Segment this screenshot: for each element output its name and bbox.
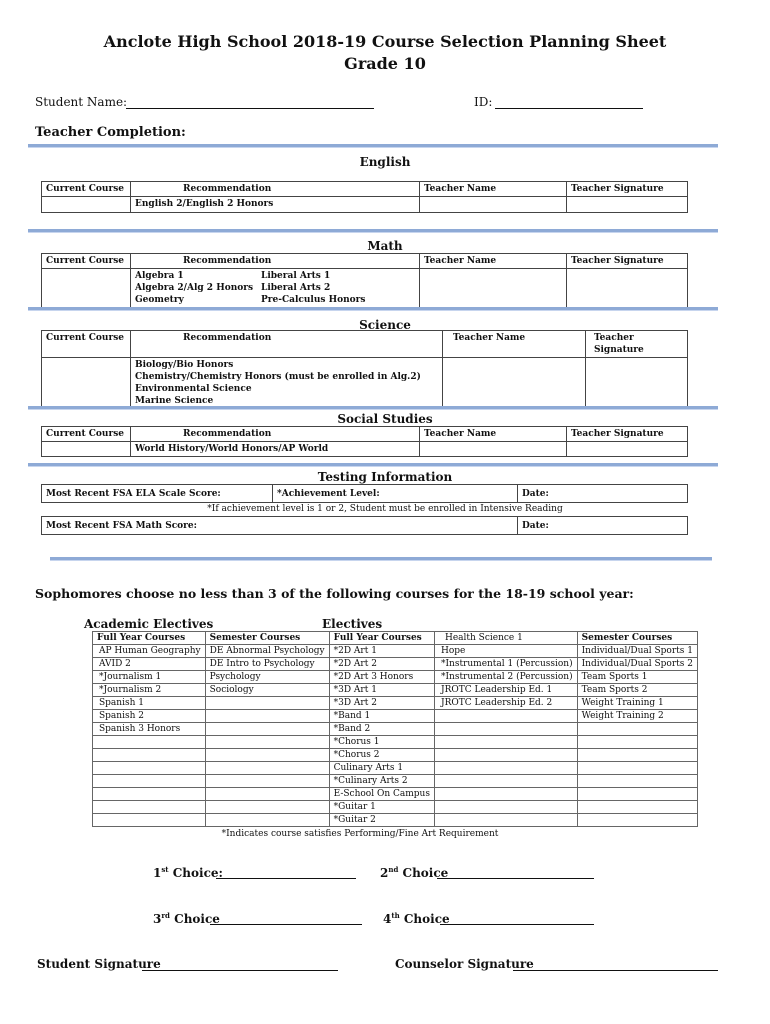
fsa-ela-label: Most Recent FSA ELA Scale Score: — [42, 485, 273, 503]
table-row — [93, 645, 698, 658]
current-course-cell[interactable] — [42, 197, 131, 213]
table-row — [93, 814, 698, 827]
elective-cell — [577, 723, 697, 736]
col-current-course: Current Course — [42, 331, 131, 358]
teacher-name-cell[interactable] — [420, 269, 567, 308]
elective-cell — [93, 801, 206, 814]
teacher-name-cell[interactable] — [443, 358, 586, 409]
table-row — [93, 762, 698, 775]
choice-number: 4 — [383, 912, 392, 926]
elective-cell: *Guitar 2 — [329, 814, 434, 827]
current-course-cell[interactable] — [42, 269, 131, 308]
elective-cell: Culinary Arts 1 — [329, 762, 434, 775]
col-teacher-signature: Teacher Signature — [586, 331, 688, 358]
elective-cell: AP Human Geography — [93, 645, 206, 658]
teacher-signature-cell[interactable] — [586, 358, 688, 409]
col-teacher-name: Teacher Name — [420, 427, 567, 442]
elective-cell: *3D Art 2 — [329, 697, 434, 710]
math-option: Liberal Arts 1 — [261, 271, 331, 281]
elective-cell — [205, 814, 329, 827]
choice-label: Choice — [402, 866, 449, 880]
elective-cell — [434, 814, 577, 827]
elective-cell: Hope — [434, 645, 577, 658]
elective-cell: Spanish 1 — [93, 697, 206, 710]
table-row — [93, 775, 698, 788]
col-teacher-signature: Teacher Signature — [567, 182, 688, 197]
elective-cell — [577, 749, 697, 762]
counselor-signature-field[interactable] — [513, 970, 718, 971]
electives-table — [92, 631, 698, 827]
elective-cell: *2D Art 3 Honors — [329, 671, 434, 684]
elective-cell — [93, 749, 206, 762]
science-option: Environmental Science — [135, 384, 252, 394]
elective-cell — [205, 710, 329, 723]
fsa-math-table — [41, 516, 688, 535]
fine-art-footnote: *Indicates course satisfies Performing/Fine Art Requirement — [221, 829, 499, 839]
math-table — [41, 253, 688, 308]
table-row — [93, 658, 698, 671]
elective-cell: Individual/Dual Sports 2 — [577, 658, 697, 671]
elective-cell: *2D Art 1 — [329, 645, 434, 658]
choice-2-field[interactable] — [437, 878, 594, 879]
elective-cell: E-School On Campus — [329, 788, 434, 801]
page-title: Anclote High School 2018-19 Course Selection Planning Sheet — [103, 32, 667, 51]
elective-cell — [434, 788, 577, 801]
divider — [28, 229, 718, 232]
elective-cell: Sociology — [205, 684, 329, 697]
student-name-field[interactable] — [126, 108, 374, 109]
elective-cell — [577, 814, 697, 827]
col-recommendation: Recommendation — [131, 427, 420, 442]
math-option: Algebra 2/Alg 2 Honors — [135, 283, 254, 293]
elective-cell — [93, 762, 206, 775]
elective-cell: *Instrumental 2 (Percussion) — [434, 671, 577, 684]
elective-cell — [577, 775, 697, 788]
elective-cell — [93, 775, 206, 788]
table-row — [93, 684, 698, 697]
teacher-name-cell[interactable] — [420, 442, 567, 457]
teacher-signature-cell[interactable] — [567, 442, 688, 457]
elective-cell — [434, 762, 577, 775]
choice-ordinal: st — [161, 865, 169, 874]
elective-cell: *3D Art 1 — [329, 684, 434, 697]
teacher-name-cell[interactable] — [420, 197, 567, 213]
elective-cell — [577, 736, 697, 749]
elective-cell: *Band 1 — [329, 710, 434, 723]
col-teacher-name: Teacher Name — [443, 331, 586, 358]
header-full-year-courses: Full Year Courses — [93, 632, 206, 645]
electives-title: Electives — [322, 617, 383, 631]
table-row — [93, 801, 698, 814]
elective-cell — [205, 749, 329, 762]
choice-ordinal: rd — [161, 911, 170, 920]
social-studies-recommendation: World History/World Honors/AP World — [131, 442, 420, 457]
choice-1 — [153, 865, 223, 880]
elective-cell — [205, 762, 329, 775]
math-option: Geometry — [135, 295, 184, 305]
english-recommendation: English 2/English 2 Honors — [131, 197, 420, 213]
fsa-math-label: Most Recent FSA Math Score: — [42, 517, 518, 535]
elective-cell — [205, 697, 329, 710]
elective-cell: Spanish 3 Honors — [93, 723, 206, 736]
fsa-ela-table — [41, 484, 688, 503]
col-teacher-signature: Teacher Signature — [567, 427, 688, 442]
elective-cell: Psychology — [205, 671, 329, 684]
col-recommendation: Recommendation — [131, 254, 420, 269]
elective-cell — [434, 749, 577, 762]
choice-label: Choice: — [172, 866, 223, 880]
elective-cell: Weight Training 2 — [577, 710, 697, 723]
col-current-course: Current Course — [42, 254, 131, 269]
choice-3-field[interactable] — [210, 924, 362, 925]
choice-number: 1 — [153, 866, 162, 880]
table-row — [93, 671, 698, 684]
elective-cell: AVID 2 — [93, 658, 206, 671]
elective-cell — [205, 788, 329, 801]
elective-cell — [434, 775, 577, 788]
choice-number: 3 — [153, 912, 162, 926]
student-name-label: Student Name: — [35, 95, 128, 109]
student-signature-label: Student Signature — [37, 957, 161, 971]
english-table — [41, 181, 688, 213]
elective-cell: *2D Art 2 — [329, 658, 434, 671]
date-label: Date: — [518, 517, 688, 535]
table-row — [93, 710, 698, 723]
choice-ordinal: nd — [388, 865, 399, 874]
elective-cell: *Guitar 1 — [329, 801, 434, 814]
social-studies-title: Social Studies — [337, 412, 433, 426]
col-teacher-name: Teacher Name — [420, 254, 567, 269]
academic-electives-title: Academic Electives — [84, 617, 214, 631]
science-table — [41, 330, 688, 409]
elective-cell: DE Intro to Psychology — [205, 658, 329, 671]
table-row — [93, 723, 698, 736]
elective-cell: *Chorus 2 — [329, 749, 434, 762]
english-title: English — [359, 155, 411, 169]
table-row — [93, 736, 698, 749]
elective-cell — [93, 788, 206, 801]
electives-instruction: Sophomores choose no less than 3 of the following courses for the 18-19 school year: — [35, 586, 634, 601]
elective-cell — [205, 723, 329, 736]
divider — [28, 307, 718, 310]
col-recommendation: Recommendation — [131, 182, 420, 197]
counselor-signature-label: Counselor Signature — [395, 957, 534, 971]
elective-cell: Team Sports 2 — [577, 684, 697, 697]
science-option: Chemistry/Chemistry Honors (must be enrolled in Alg.2) — [135, 372, 421, 382]
elective-cell — [434, 710, 577, 723]
elective-cell — [577, 762, 697, 775]
divider — [28, 406, 718, 409]
elective-cell — [434, 723, 577, 736]
col-recommendation: Recommendation — [131, 331, 443, 358]
elective-cell: *Journalism 2 — [93, 684, 206, 697]
header-semester-courses: Semester Courses — [205, 632, 329, 645]
elective-cell: *Instrumental 1 (Percussion) — [434, 658, 577, 671]
math-option: Algebra 1 — [135, 271, 184, 281]
elective-cell — [205, 736, 329, 749]
math-recommendation — [131, 269, 420, 308]
math-title: Math — [367, 239, 403, 253]
science-recommendation — [131, 358, 443, 409]
teacher-completion-heading: Teacher Completion: — [35, 125, 186, 140]
teacher-signature-cell[interactable] — [567, 269, 688, 308]
choice-label: Choice — [403, 912, 450, 926]
elective-cell — [93, 736, 206, 749]
elective-cell — [577, 788, 697, 801]
divider — [28, 144, 718, 147]
choice-4-field[interactable] — [440, 924, 594, 925]
divider — [50, 557, 712, 560]
col-current-course: Current Course — [42, 427, 131, 442]
id-label: ID: — [474, 95, 493, 109]
header-full-year-courses: Full Year Courses — [329, 632, 434, 645]
elective-cell — [434, 801, 577, 814]
choice-label: Choice — [174, 912, 220, 926]
table-row — [93, 749, 698, 762]
elective-cell — [205, 801, 329, 814]
elective-cell: Spanish 2 — [93, 710, 206, 723]
elective-cell: Team Sports 1 — [577, 671, 697, 684]
elective-cell: JROTC Leadership Ed. 1 — [434, 684, 577, 697]
elective-cell: *Chorus 1 — [329, 736, 434, 749]
elective-cell — [205, 775, 329, 788]
elective-cell — [577, 801, 697, 814]
elective-cell — [93, 814, 206, 827]
choice-ordinal: th — [391, 911, 400, 920]
current-course-cell[interactable] — [42, 358, 131, 409]
id-field[interactable] — [495, 108, 643, 109]
current-course-cell[interactable] — [42, 442, 131, 457]
elective-cell: *Culinary Arts 2 — [329, 775, 434, 788]
elective-cell: DE Abnormal Psychology — [205, 645, 329, 658]
social-studies-table — [41, 426, 688, 457]
header-semester-courses: Semester Courses — [577, 632, 697, 645]
science-option: Marine Science — [135, 396, 214, 406]
achievement-level-label: *Achievement Level: — [273, 485, 518, 503]
choice-1-field[interactable] — [216, 878, 356, 879]
testing-title: Testing Information — [317, 470, 453, 484]
elective-cell: *Band 2 — [329, 723, 434, 736]
col-current-course: Current Course — [42, 182, 131, 197]
elective-cell: Health Science 1 — [434, 632, 577, 645]
elective-cell: Individual/Dual Sports 1 — [577, 645, 697, 658]
math-option: Liberal Arts 2 — [261, 283, 331, 293]
teacher-signature-cell[interactable] — [567, 197, 688, 213]
col-teacher-signature: Teacher Signature — [567, 254, 688, 269]
choice-number: 2 — [380, 866, 389, 880]
intensive-reading-note: *If achievement level is 1 or 2, Student must be enrolled in Intensive Reading — [207, 504, 563, 514]
page-subtitle: Grade 10 — [344, 54, 426, 73]
table-row — [93, 788, 698, 801]
elective-cell: Weight Training 1 — [577, 697, 697, 710]
divider — [28, 463, 718, 466]
date-label: Date: — [518, 485, 688, 503]
col-teacher-name: Teacher Name — [420, 182, 567, 197]
elective-cell: JROTC Leadership Ed. 2 — [434, 697, 577, 710]
elective-cell: *Journalism 1 — [93, 671, 206, 684]
science-option: Biology/Bio Honors — [135, 360, 234, 370]
elective-cell — [434, 736, 577, 749]
math-option: Pre-Calculus Honors — [261, 295, 366, 305]
student-signature-field[interactable] — [142, 970, 338, 971]
science-title: Science — [359, 318, 411, 332]
table-row — [93, 697, 698, 710]
